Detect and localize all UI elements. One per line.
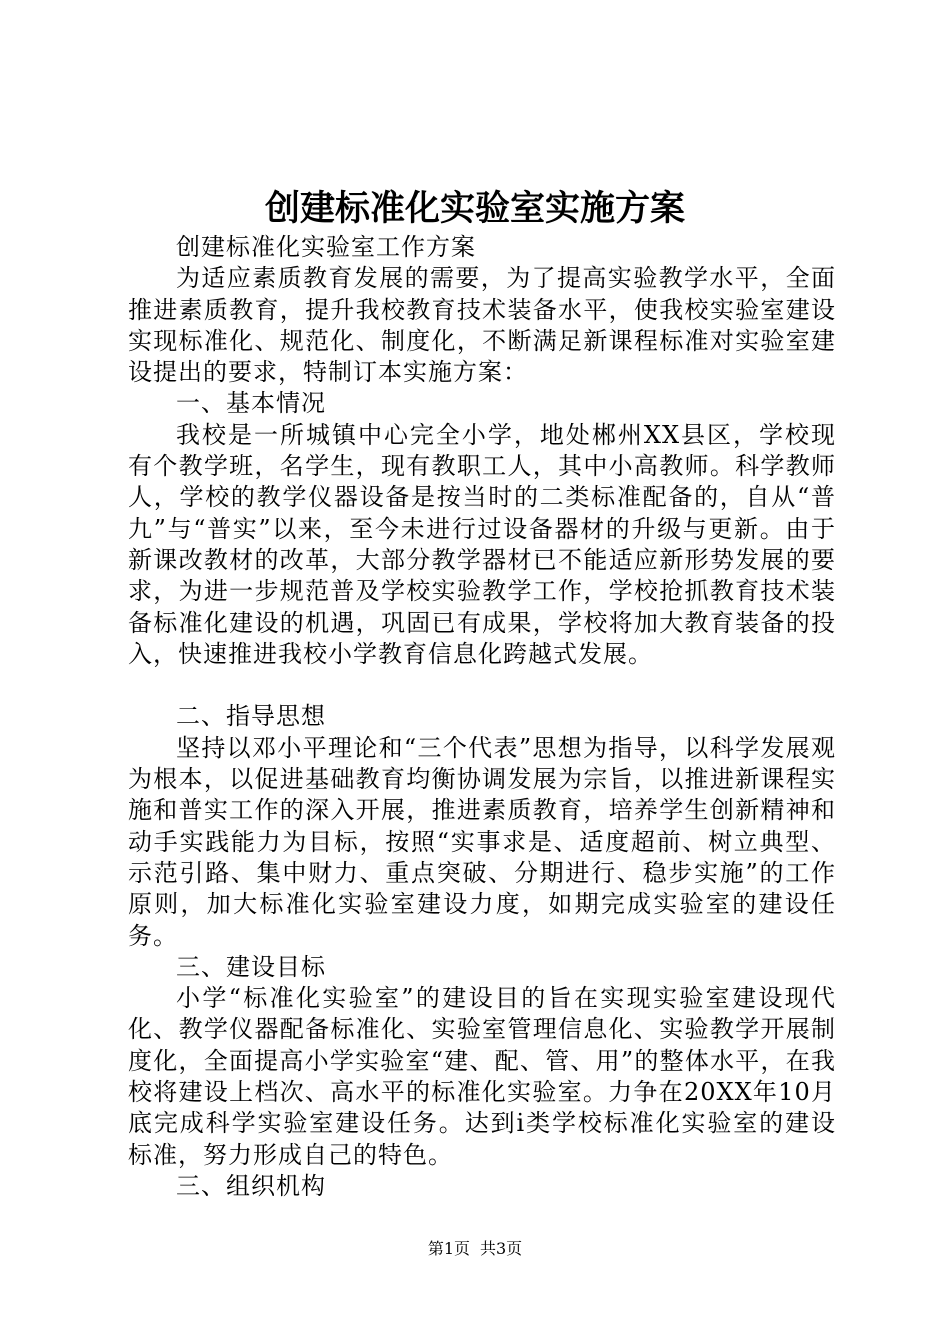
- subtitle-paragraph: 创建标准化实验室工作方案: [176, 233, 476, 261]
- guiding-ideology-paragraph: 坚持以邓小平理论和“三个代表”思想为指导，以科学发展观为根本，以促进基础教育均衡协调发展为宗旨，以推进新课程实施和普实工作的深入开展，推进素质教育，培养学生创新精神和动手实践能力为目标，按照“实事求是、适度超前、树立典型、示范引路、集中财力、重点突破、分期进行、稳步实施”的工作原则，加大标准化实验室建设力度，如期完成实验室的建设任务。: [128, 733, 836, 950]
- section-heading-guiding-ideology: 二、指导思想: [176, 702, 326, 731]
- intro-paragraph: 为适应素质教育发展的需要，为了提高实验教学水平，全面推进素质教育，提升我校教育技术装备水平，使我校实验室建设实现标准化、规范化、制度化，不断满足新课程标准对实验室建设提出的要求，特制订本实施方案：: [128, 264, 836, 387]
- basic-situation-paragraph: 我校是一所城镇中心完全小学，地处郴州XX县区，学校现有个教学班，名学生，现有教职工人，其中小高教师。科学教师人，学校的教学仪器设备是按当时的二类标准配备的，自从“普九”与“普实”以来，至今未进行过设备器材的升级与更新。由于新课改教材的改革，大部分教学器材已不能适应新形势发展的要求，为进一步规范普及学校实验教学工作，学校抢抓教育技术装备标准化建设的机遇，巩固已有成果，学校将加大教育装备的投入，快速推进我校小学教育信息化跨越式发展。: [128, 420, 836, 668]
- section-heading-construction-goals: 三、建设目标: [176, 952, 326, 981]
- document-body: [128, 232, 836, 1202]
- construction-goals-paragraph: 小学“标准化实验室”的建设目的旨在实现实验室建设现代化、教学仪器配备标准化、实验室管理信息化、实验教学开展制度化，全面提高小学实验室“建、配、管、用”的整体水平，在我校将建设上档次、高水平的标准化实验室。力争在20XX年10月底完成科学实验室建设任务。达到ⅰ类学校标准化实验室的建设标准，努力形成自己的特色。: [128, 984, 836, 1169]
- section-heading-organization: 三、组织机构: [176, 1171, 326, 1200]
- section-heading-basic-situation: 一、基本情况: [176, 389, 326, 418]
- page-number: 第1页: [427, 1239, 470, 1258]
- page-footer: [0, 1237, 950, 1261]
- document-title: 创建标准化实验室实施方案: [264, 188, 685, 229]
- page-total: 共3页: [480, 1239, 523, 1258]
